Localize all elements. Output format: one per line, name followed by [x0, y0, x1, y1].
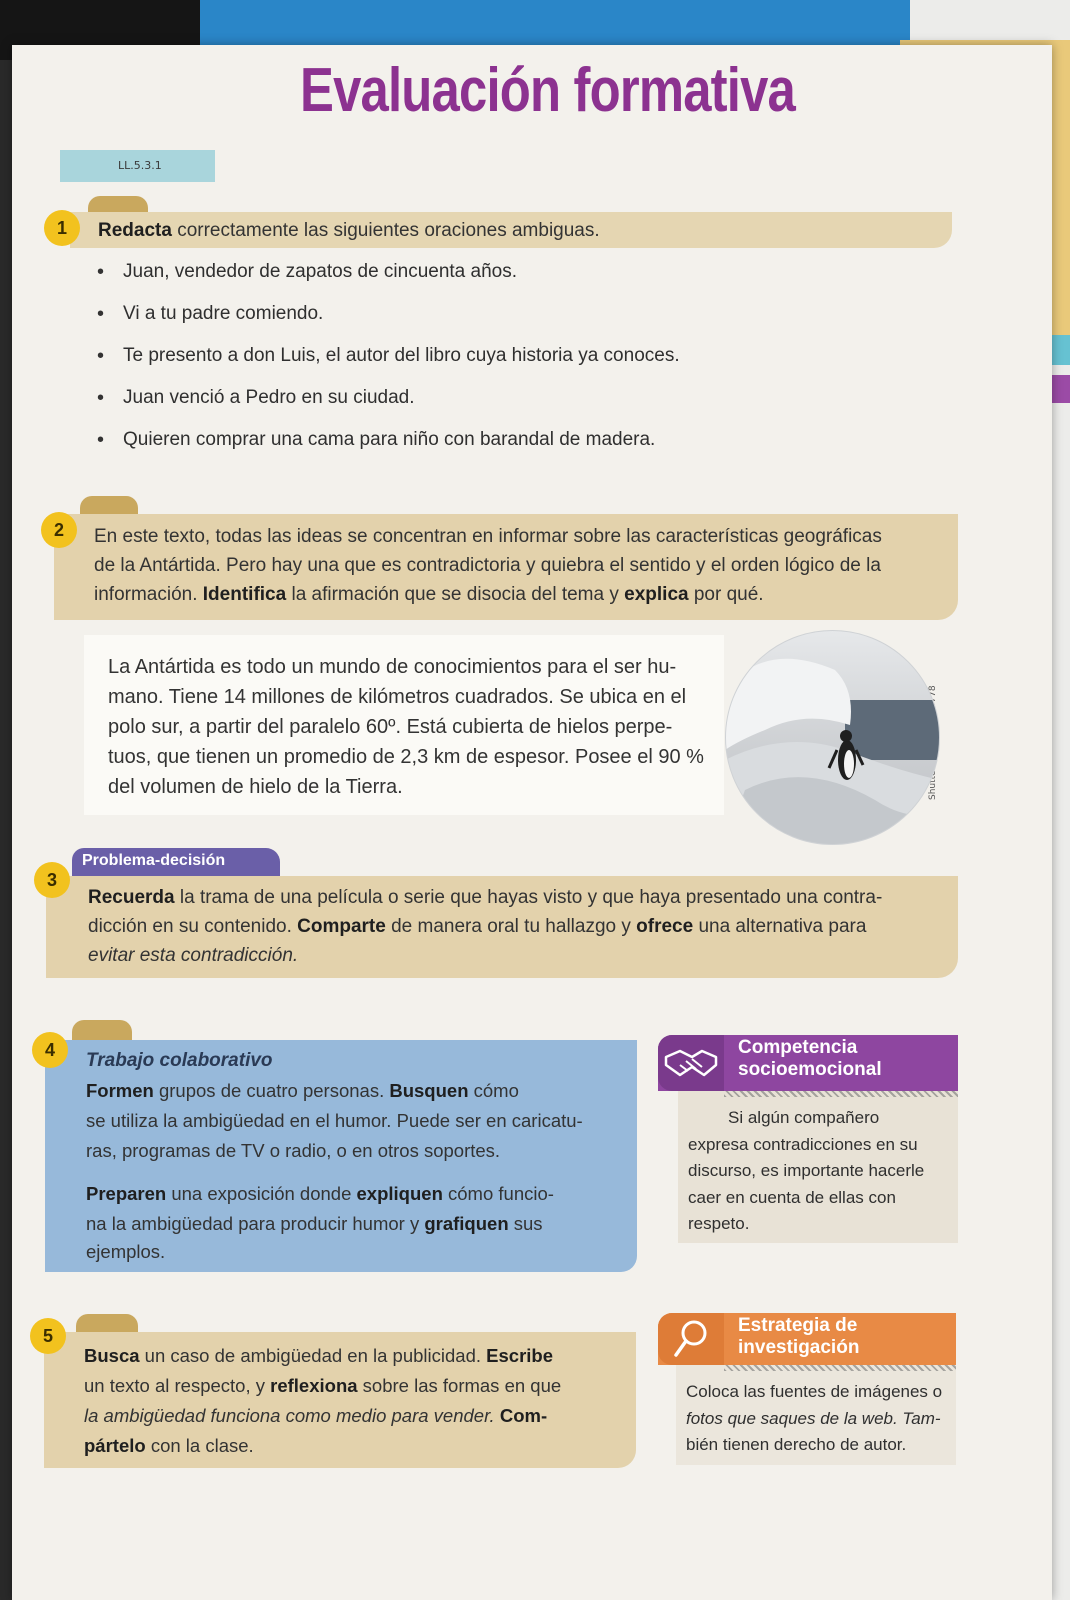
- header-hatch: [724, 1091, 958, 1097]
- text-part: grupos de cuatro personas.: [153, 1080, 390, 1101]
- activity-3-number: 3: [34, 862, 70, 898]
- activity-5-line-1: [84, 1341, 553, 1370]
- antarctica-reading-box: [84, 635, 724, 815]
- card-header: [658, 1035, 958, 1091]
- edge-tab-blue: [1050, 335, 1070, 365]
- activity-2-line-3: [94, 580, 764, 609]
- text-part: un caso de ambigüedad en la publicidad.: [139, 1345, 487, 1366]
- card-line: Coloca las fuentes de imágenes o: [686, 1382, 943, 1401]
- page-title: Evaluación formativa: [300, 56, 796, 125]
- reading-line: polo sur, a partir del paralelo 60º. Está cubierta de hielos perpe-: [108, 716, 673, 738]
- card-title-line: Competencia: [738, 1037, 858, 1058]
- text-bold: expliquen: [356, 1183, 443, 1204]
- text-bold: pártelo: [84, 1435, 146, 1456]
- text-bold: Identifica: [202, 584, 287, 605]
- text-bold: grafiquen: [424, 1213, 509, 1234]
- card-line: bién tienen derecho de autor.: [686, 1435, 907, 1454]
- text-part: dicción en su contenido.: [88, 916, 298, 937]
- list-item: • Juan, vendedor de zapatos de cincuenta años.: [95, 262, 680, 304]
- list-item: • Juan venció a Pedro en su ciudad.: [95, 388, 680, 430]
- activity-1-instruction: [98, 216, 600, 245]
- text-bold: Busquen: [389, 1080, 469, 1101]
- activity-2-line-1: En este texto, todas las ideas se concentran en informar sobre las características geográficas: [94, 526, 882, 547]
- card-title: [738, 1315, 859, 1359]
- ambiguous-sentences-list: [95, 262, 680, 472]
- activity-4-number: 4: [32, 1032, 68, 1068]
- edge-tab-purple: [1050, 375, 1070, 403]
- activity-3-line-2: [88, 912, 866, 941]
- curriculum-code: LL.5.3.1: [60, 150, 215, 182]
- activity-2-number: 2: [41, 512, 77, 548]
- text-bold: Recuerda: [88, 887, 175, 908]
- text-bold: Comparte: [297, 916, 386, 937]
- activity-2-line-2: de la Antártida. Pero hay una que es contradictoria y quiebra el sentido y el orden lógico de la: [94, 555, 881, 576]
- reading-line: tuos, que tienen un promedio de 2,3 km de espesor. Posee el 90 %: [108, 746, 704, 768]
- text-part: sus: [508, 1213, 543, 1234]
- activity-4-p1-line-2: se utiliza la ambigüedad en el humor. Puede ser en caricatu-: [86, 1110, 583, 1131]
- card-line: respeto.: [688, 1214, 750, 1233]
- text-bold: explica: [624, 584, 689, 605]
- card-line: fotos que saques de la web. Tam-: [686, 1408, 941, 1428]
- card-line: expresa contradicciones en su: [688, 1134, 918, 1154]
- activity-4-p2-line-1: [86, 1179, 554, 1208]
- text-bold: Formen: [86, 1080, 154, 1101]
- competencia-socioemocional-card: [658, 1035, 958, 1243]
- text-bold: ofrece: [636, 916, 694, 937]
- activity-4-p2-line-3: ejemplos.: [86, 1241, 166, 1262]
- activity-1-number: 1: [44, 210, 80, 246]
- text-bold: Busca: [84, 1345, 140, 1366]
- header-hatch: [724, 1365, 956, 1371]
- card-line: caer en cuenta de ellas con: [688, 1187, 896, 1207]
- activity-3-line-1: [88, 883, 882, 912]
- text-bold: Com-: [499, 1405, 548, 1426]
- text-part: por qué.: [688, 584, 764, 605]
- text-bold: reflexiona: [270, 1375, 358, 1396]
- estrategia-investigacion-card: [658, 1313, 956, 1465]
- activity-4-p2-line-2: [86, 1209, 543, 1238]
- list-item: • Quieren comprar una cama para niño con barandal de madera.: [95, 430, 680, 472]
- text-part: información.: [94, 584, 203, 605]
- reading-line: del volumen de hielo de la Tierra.: [108, 776, 403, 798]
- text-part: cómo: [468, 1080, 519, 1101]
- activity-4-p1-line-3: ras, programas de TV o radio, o en otros soportes.: [86, 1140, 501, 1161]
- text-part: na la ambigüedad para producir humor y: [86, 1213, 425, 1234]
- card-title-line: Estrategia de: [738, 1315, 858, 1336]
- text-part: una alternativa para: [693, 916, 867, 937]
- text-part: la ambigüedad funciona como medio para vender.: [84, 1405, 500, 1426]
- activity-5-line-3: [84, 1401, 547, 1430]
- card-body: [686, 1379, 946, 1459]
- card-title: [738, 1037, 882, 1081]
- instruction-text: correctamente las siguientes oraciones ambiguas.: [171, 220, 600, 241]
- activity-4-tab: [72, 1020, 132, 1042]
- card-title-line: investigación: [738, 1337, 860, 1358]
- list-item: • Te presento a don Luis, el autor del libro cuya historia ya conoces.: [95, 346, 680, 388]
- text-part: de manera oral tu hallazgo y: [385, 916, 637, 937]
- card-title-line: socioemocional: [738, 1059, 882, 1080]
- activity-4-heading: Trabajo colaborativo: [86, 1050, 273, 1071]
- reading-line: mano. Tiene 14 millones de kilómetros cuadrados. Se ubica en el: [108, 686, 687, 708]
- activity-5-line-4: [84, 1431, 254, 1460]
- text-part: cómo funcio-: [442, 1183, 554, 1204]
- reading-line: La Antártida es todo un mundo de conocimientos para el ser hu-: [108, 656, 677, 678]
- text-part: una exposición donde: [166, 1183, 357, 1204]
- card-line: Si algún compañero: [728, 1108, 880, 1127]
- text-bold: Preparen: [86, 1183, 167, 1204]
- penguin-photo: [725, 630, 940, 845]
- text-part: la trama de una película o serie que hayas visto y que haya presentado una contra-: [174, 887, 883, 908]
- handshake-icon: [658, 1035, 724, 1091]
- card-body: [688, 1105, 948, 1238]
- text-bold: Escribe: [486, 1345, 554, 1366]
- problem-decision-tab: Problema-decisión: [72, 848, 280, 876]
- activity-3-line-3: evitar esta contradicción.: [88, 945, 299, 966]
- activity-5-line-2: [84, 1371, 561, 1400]
- activity-4-p1-line-1: [86, 1076, 519, 1105]
- magnifier-icon: [658, 1313, 724, 1365]
- activity-5-number: 5: [30, 1318, 66, 1354]
- card-header: [658, 1313, 956, 1365]
- card-line: discurso, es importante hacerle: [688, 1161, 925, 1180]
- text-part: sobre las formas en que: [357, 1375, 562, 1396]
- text-part: la afirmación que se disocia del tema y: [286, 584, 625, 605]
- instruction-verb: Redacta: [98, 220, 172, 241]
- text-part: con la clase.: [145, 1435, 254, 1456]
- list-item: • Vi a tu padre comiendo.: [95, 304, 680, 346]
- text-part: un texto al respecto, y: [84, 1375, 271, 1396]
